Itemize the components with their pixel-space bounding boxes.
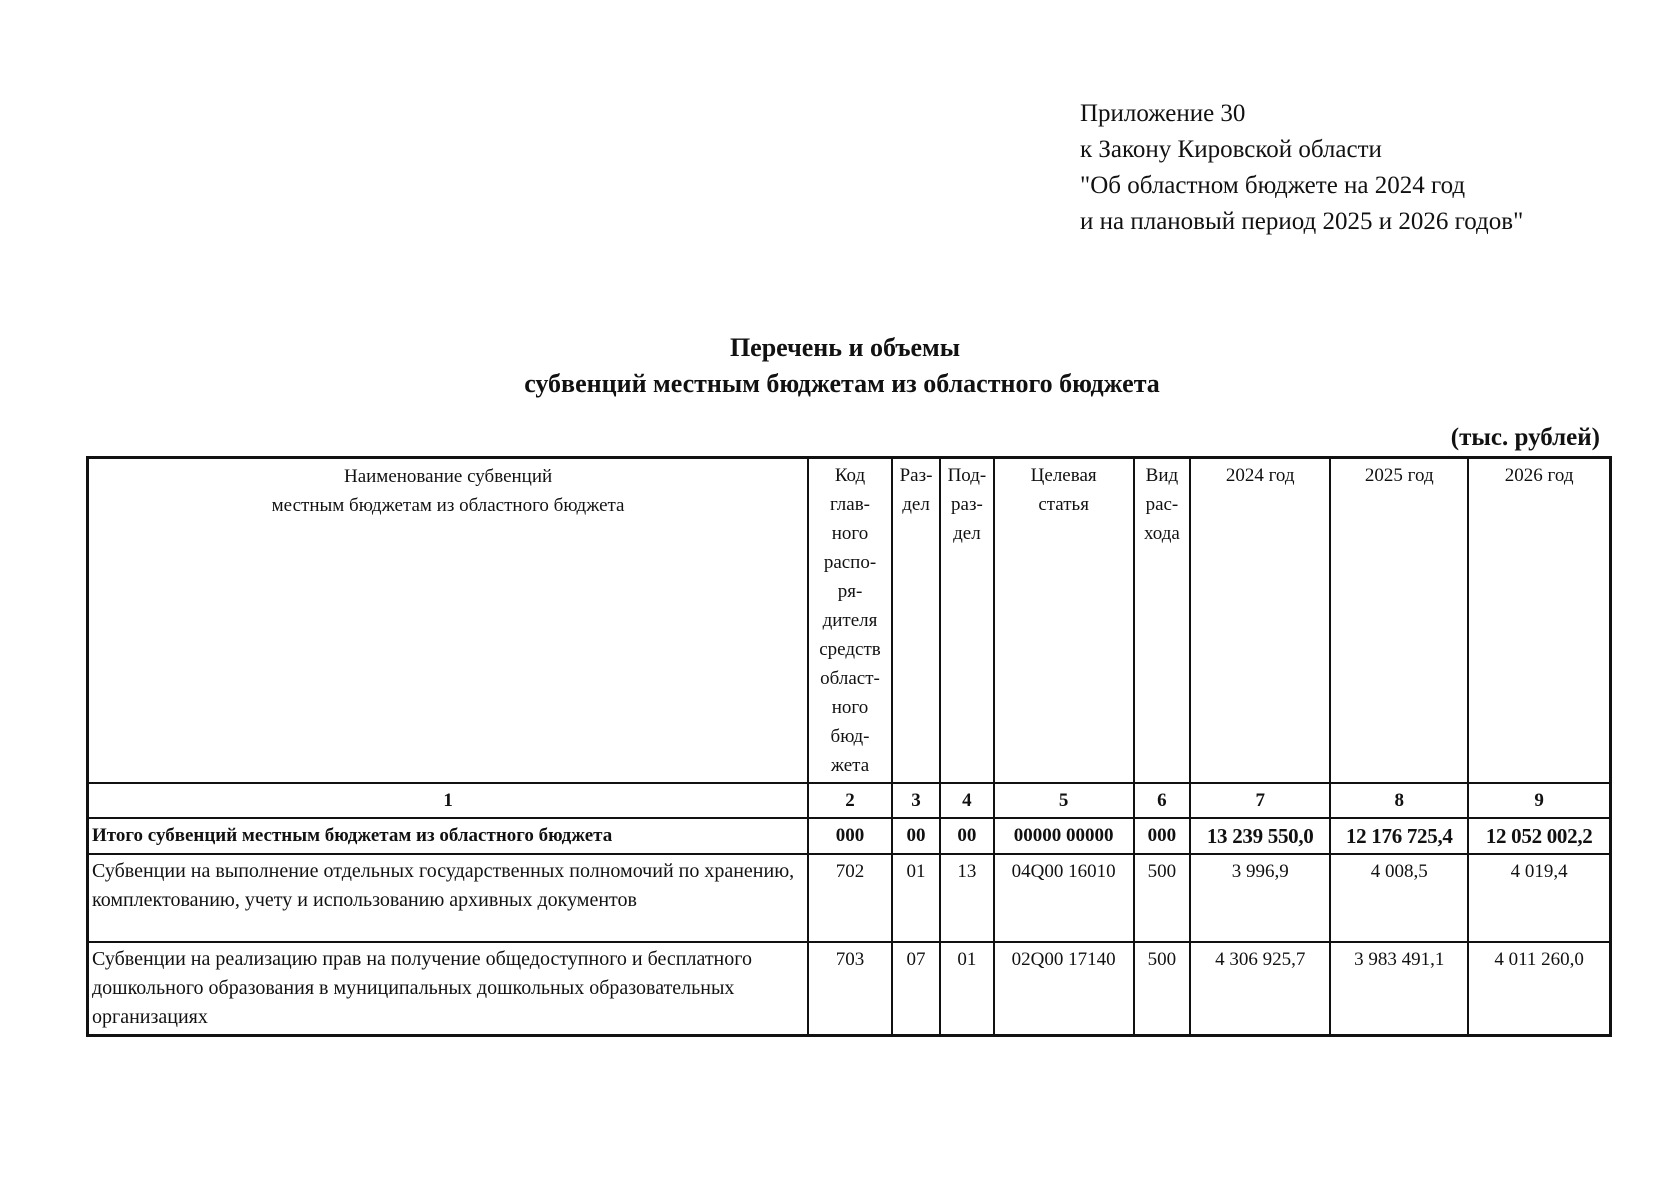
- row-2025: 12 176 725,4: [1330, 818, 1468, 854]
- row-section: 07: [892, 942, 940, 1036]
- document-subtitle: субвенций местным бюджетам из областного бюджета: [524, 369, 1160, 398]
- header-text: распо-: [823, 552, 877, 573]
- header-text: местным бюджетам из областного бюджета: [271, 495, 625, 516]
- row-name: Итого субвенций местным бюджетам из областного бюджета: [88, 818, 809, 854]
- appendix-line: и на плановый период 2025 и 2026 годов": [1080, 208, 1524, 235]
- table-row: [88, 854, 1611, 942]
- column-number: 8: [1330, 783, 1468, 818]
- row-2026: 4 011 260,0: [1468, 942, 1610, 1036]
- row-target: 04Q00 16010: [994, 854, 1134, 942]
- header-text: рас-: [1145, 494, 1179, 515]
- column-number: 3: [892, 783, 940, 818]
- header-text: Код: [834, 465, 866, 486]
- appendix-line: к Закону Кировской области: [1080, 136, 1382, 163]
- appendix-line: Приложение 30: [1080, 100, 1246, 127]
- header-text: ного: [831, 697, 869, 718]
- header-text: Под-: [947, 465, 987, 486]
- header-target: [994, 458, 1134, 784]
- header-text: Раз-: [899, 465, 933, 486]
- row-target: 02Q00 17140: [994, 942, 1134, 1036]
- row-2024: 4 306 925,7: [1190, 942, 1330, 1036]
- table-header-row: [88, 458, 1611, 784]
- header-name: [88, 458, 809, 784]
- header-text: дел: [902, 494, 930, 515]
- header-2026: 2026 год: [1468, 458, 1610, 784]
- header-text: Вид: [1145, 465, 1179, 486]
- row-expense-type: 000: [1134, 818, 1190, 854]
- header-code: [808, 458, 892, 784]
- row-code: 703: [808, 942, 892, 1036]
- units-label: (тыс. рублей): [1450, 424, 1600, 451]
- row-code: 000: [808, 818, 892, 854]
- table-row-total: [88, 818, 1611, 854]
- row-2026: 4 019,4: [1468, 854, 1610, 942]
- header-text: дителя: [822, 610, 878, 631]
- row-subsection: 00: [940, 818, 993, 854]
- column-number-row: [88, 783, 1611, 818]
- header-text: Наименование субвенций: [343, 466, 553, 487]
- appendix-note: [1080, 96, 1523, 240]
- header-text: Целевая: [1030, 465, 1097, 486]
- header-section: [892, 458, 940, 784]
- header-text: бюд-: [830, 726, 870, 747]
- header-subsection: [940, 458, 993, 784]
- column-number: 4: [940, 783, 993, 818]
- document-title: Перечень и объемы: [729, 333, 961, 362]
- header-text: статья: [1038, 494, 1089, 515]
- header-text: ного: [831, 523, 869, 544]
- table-row: [88, 942, 1611, 1036]
- column-number: 6: [1134, 783, 1190, 818]
- appendix-line: "Об областном бюджете на 2024 год: [1080, 172, 1466, 199]
- header-expense-type: [1134, 458, 1190, 784]
- row-2024: 13 239 550,0: [1190, 818, 1330, 854]
- header-text: област-: [820, 668, 880, 689]
- column-number: 2: [808, 783, 892, 818]
- header-text: жета: [830, 755, 870, 776]
- row-target: 00000 00000: [994, 818, 1134, 854]
- row-2026: 12 052 002,2: [1468, 818, 1610, 854]
- column-number: 9: [1468, 783, 1610, 818]
- subventions-table: [86, 456, 1612, 1037]
- header-text: хода: [1144, 523, 1180, 544]
- row-name: Субвенции на выполнение отдельных государственных полномочий по хранению, комплектованию, учету и использованию архивных документов: [88, 854, 809, 942]
- header-text: дел: [953, 523, 981, 544]
- row-code: 702: [808, 854, 892, 942]
- row-section: 01: [892, 854, 940, 942]
- header-text: средств: [819, 639, 881, 660]
- column-number: 1: [88, 783, 809, 818]
- row-subsection: 13: [940, 854, 993, 942]
- row-expense-type: 500: [1134, 854, 1190, 942]
- column-number: 5: [994, 783, 1134, 818]
- row-2025: 3 983 491,1: [1330, 942, 1468, 1036]
- row-section: 00: [892, 818, 940, 854]
- header-text: раз-: [951, 494, 983, 515]
- header-2025: 2025 год: [1330, 458, 1468, 784]
- row-name: Субвенции на реализацию прав на получение общедоступного и бесплатного дошкольного образования в муниципальных дошкольных образовательных организациях: [88, 942, 809, 1036]
- header-text: ря-: [837, 581, 863, 602]
- header-2024: 2024 год: [1190, 458, 1330, 784]
- column-number: 7: [1190, 783, 1330, 818]
- header-text: глав-: [829, 494, 871, 515]
- row-2024: 3 996,9: [1190, 854, 1330, 942]
- row-2025: 4 008,5: [1330, 854, 1468, 942]
- row-subsection: 01: [940, 942, 993, 1036]
- row-expense-type: 500: [1134, 942, 1190, 1036]
